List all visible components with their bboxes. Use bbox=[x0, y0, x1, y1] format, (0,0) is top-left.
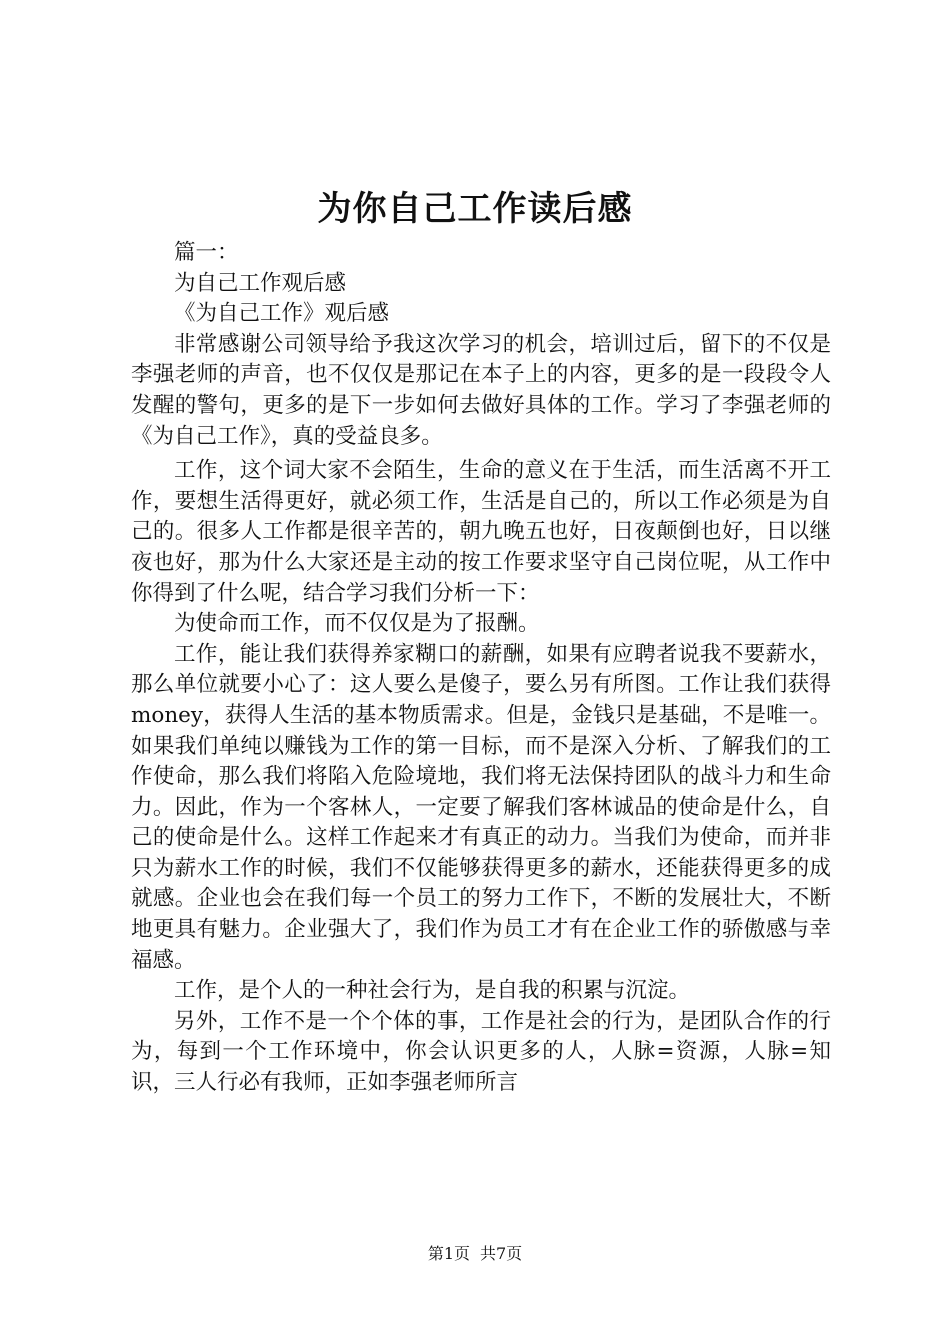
body-paragraph: 非常感谢公司领导给予我这次学习的机会，培训过后，留下的不仅是李强老师的声音，也不仅仅是那记在本子上的内容，更多的是一段段令人发醒的警句，更多的是下一步如何去做好具体的工作。学习了李强老师的《为自己工作》，真的受益良多。 bbox=[131, 331, 831, 449]
section-heading: 工作，是个人的一种社会行为，是自我的积累与沉淀。 bbox=[174, 978, 691, 1004]
body-paragraph: 工作，能让我们获得养家糊口的薪酬，如果有应聘者说我不要薪水，那么单位就要小心了：这人要么是傻子，要么另有所图。工作让我们获得money，获得人生活的基本物质需求。但是，金钱只是基础，不是唯一。如果我们单纯以赚钱为工作的第一目标，而不是深入分析、了解我们的工作使命，那么我们将陷入危险境地，我们将无法保持团队的战斗力和生命力。因此，作为一个客林人，一定要了解我们客林诚品的使命是什么，自己的使命是什么。这样工作起来才有真正的动力。当我们为使命，而并非只为薪水工作的时候，我们不仅能够获得更多的薪水，还能获得更多的成就感。企业也会在我们每一个员工的努力工作下，不断的发展壮大，不断地更具有魅力。企业强大了，我们作为员工才有在企业工作的骄傲感与幸福感。 bbox=[131, 641, 831, 973]
page-total: 共7页 bbox=[480, 1244, 523, 1263]
page-footer bbox=[0, 1243, 950, 1265]
section-heading: 为使命而工作，而不仅仅是为了报酬。 bbox=[174, 611, 540, 637]
subtitle-line: 《为自己工作》观后感 bbox=[174, 301, 390, 327]
document-body bbox=[131, 238, 831, 1099]
body-paragraph: 另外，工作不是一个个体的事，工作是社会的行为，是团队合作的行为，每到一个工作环境中，你会认识更多的人，人脉=资源，人脉=知识，三人行必有我师，正如李强老师所言 bbox=[131, 1008, 831, 1096]
section-label: 篇一： bbox=[174, 240, 239, 265]
page-number: 第1页 bbox=[427, 1244, 470, 1263]
body-paragraph: 工作，这个词大家不会陌生，生命的意义在于生活，而生活离不开工作，要想生活得更好，就必须工作，生活是自己的，所以工作必须是为自己的。很多人工作都是很辛苦的，朝九晚五也好，日夜颠倒也好，日以继夜也好，那为什么大家还是主动的按工作要求坚守自己岗位呢，从工作中你得到了什么呢，结合学习我们分析一下： bbox=[131, 458, 831, 606]
document-title: 为你自己工作读后感 bbox=[317, 189, 633, 229]
subtitle-line: 为自己工作观后感 bbox=[174, 270, 347, 296]
